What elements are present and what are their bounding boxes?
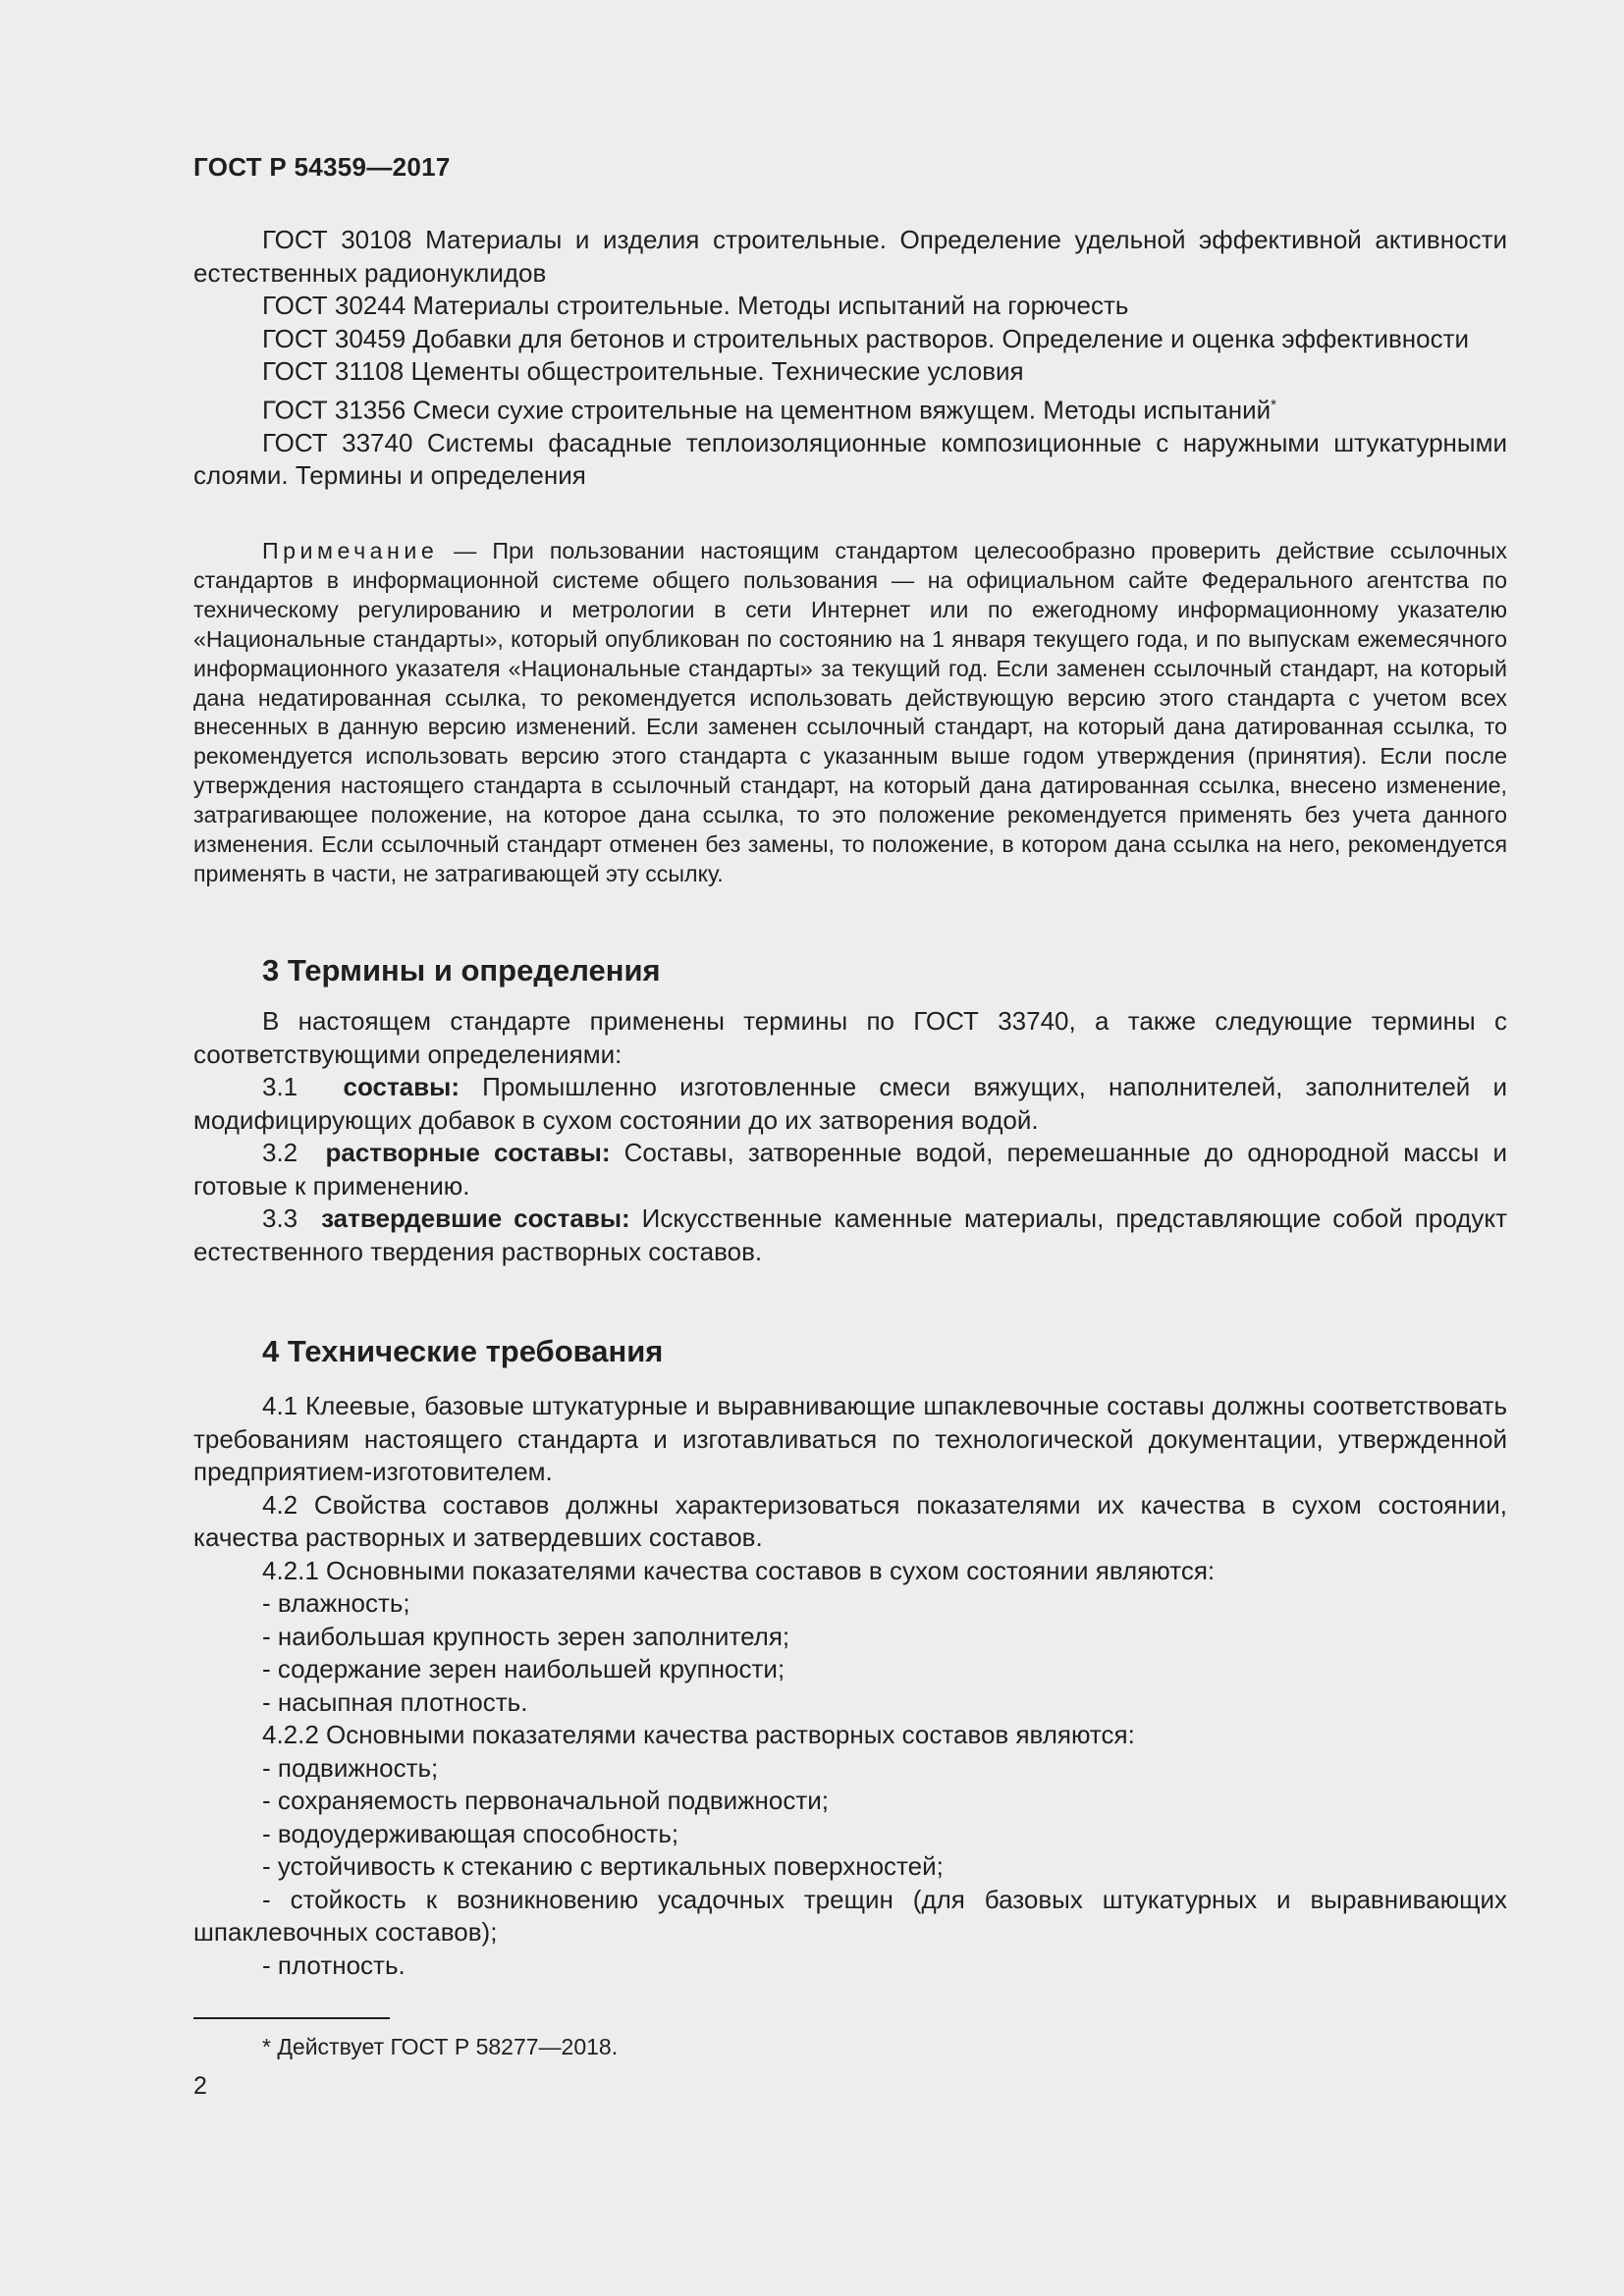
list-item: - наибольшая крупность зерен заполнителя; bbox=[262, 1621, 790, 1651]
reference-item bbox=[193, 389, 1507, 427]
list-item: - влажность; bbox=[262, 1588, 410, 1618]
term-text: Искусственные каменные материалы, представляющие собой продукт естественного твердения растворных составов. bbox=[193, 1203, 1507, 1266]
term-name: затвердевшие составы: bbox=[321, 1203, 630, 1233]
term-name: составы: bbox=[343, 1072, 460, 1101]
term-number: 3.1 bbox=[262, 1072, 298, 1101]
term-number: 3.2 bbox=[262, 1138, 298, 1167]
clause-4-1: 4.1 Клеевые, базовые штукатурные и выравнивающие шпаклевочные составы должны соответствовать требованиям настоящего стандарта и изготавливаться по технологической документации, утвержденной предприятием-изготовителем. bbox=[193, 1391, 1507, 1486]
term-text: Промышленно изготовленные смеси вяжущих, наполнителей, заполнителей и модифицирующих добавок в сухом состоянии до их затворения водой. bbox=[193, 1072, 1507, 1135]
reference-item: ГОСТ 31108 Цементы общестроительные. Технические условия bbox=[262, 356, 1024, 386]
note-label: Примечание bbox=[262, 538, 439, 563]
list-item: - плотность. bbox=[262, 1949, 406, 1980]
term-definition bbox=[193, 1071, 1507, 1137]
clause-4-2-2: 4.2.2 Основными показателями качества растворных составов являются: bbox=[262, 1720, 1135, 1749]
section-3-body bbox=[193, 1005, 1507, 1268]
section-4-heading: 4 Технические требования bbox=[262, 1334, 664, 1368]
clause-4-2-1: 4.2.1 Основными показателями качества составов в сухом состоянии являются: bbox=[262, 1555, 1216, 1585]
term-definition bbox=[193, 1202, 1507, 1268]
list-item: - стойкость к возникновению усадочных трещин (для базовых штукатурных и выравнивающих шпаклевочных составов); bbox=[193, 1884, 1507, 1947]
reference-item: ГОСТ 30244 Материалы строительные. Методы испытаний на горючесть bbox=[262, 291, 1129, 320]
document-header: ГОСТ Р 54359—2017 bbox=[193, 152, 451, 182]
term-name: растворные составы: bbox=[325, 1138, 611, 1167]
term-definition bbox=[193, 1137, 1507, 1202]
reference-item: ГОСТ 33740 Системы фасадные теплоизоляционные композиционные с наружными штукатурными слоями. Термины и определения bbox=[193, 427, 1507, 491]
normative-references bbox=[193, 224, 1507, 493]
list-item: - водоудерживающая способность; bbox=[262, 1818, 679, 1848]
section-3-heading: 3 Термины и определения bbox=[262, 953, 661, 988]
reference-item: ГОСТ 30459 Добавки для бетонов и строительных растворов. Определение и оценка эффективности bbox=[262, 323, 1470, 353]
footnote-marker[interactable]: * bbox=[1271, 396, 1276, 413]
note-paragraph bbox=[193, 537, 1507, 889]
section-4-body bbox=[193, 1390, 1507, 1982]
note-text: — При пользовании настоящим стандартом целесообразно проверить действие ссылочных стандартов в информационной системе общего пользования — на официальном сайте Федерального агентства по техническому регулированию и метрологии в сети Интернет или по ежегодному информационному указателю «Национальные стандарты», который опубликован по состоянию на 1 января текущего года, и по выпускам ежемесячного информационного указателя «Национальные стандарты» за текущий год. Если заменен ссылочный стандарт, на который дана недатированная ссылка, то рекомендуется использовать действующую версию этого стандарта с учетом всех внесенных в данную версию изменений. Если заменен ссылочный стандарт, на который дана датированная ссылка, то рекомендуется использовать версию этого стандарта с указанным выше годом утверждения (принятия). Если после утверждения настоящего стандарта в ссылочный стандарт, на который дана датированная ссылка, внесено изменение, затрагивающее положение, на которое дана ссылка, то это положение рекомендуется применять без учета данного изменения. Если ссылочный стандарт отменен без замены, то положение, в котором дана ссылка на него, рекомендуется применять в части, не затрагивающей эту ссылку. bbox=[193, 538, 1507, 886]
reference-text: ГОСТ 31356 Смеси сухие строительные на цементном вяжущем. Методы испытаний bbox=[262, 395, 1272, 425]
reference-item: ГОСТ 30108 Материалы и изделия строительные. Определение удельной эффективной активности естественных радионуклидов bbox=[193, 225, 1507, 288]
list-item: - насыпная плотность. bbox=[262, 1686, 528, 1717]
page-number: 2 bbox=[193, 2072, 207, 2100]
term-number: 3.3 bbox=[262, 1203, 298, 1233]
clause-4-2: 4.2 Свойства составов должны характеризоваться показателями их качества в сухом состоянии, качества растворных и затвердевших составов. bbox=[193, 1489, 1507, 1552]
footnote: * Действует ГОСТ Р 58277—2018. bbox=[262, 2034, 619, 2059]
term-text: Составы, затворенные водой, перемешанные до однородной массы и готовые к применению. bbox=[193, 1138, 1508, 1201]
list-item: - сохраняемость первоначальной подвижности; bbox=[262, 1786, 830, 1815]
section-3-intro: В настоящем стандарте применены термины по ГОСТ 33740, а также следующие термины с соответствующими определениями: bbox=[193, 1006, 1507, 1069]
footnote-divider bbox=[193, 2017, 390, 2019]
list-item: - устойчивость к стеканию с вертикальных поверхностей; bbox=[262, 1851, 944, 1881]
list-item: - содержание зерен наибольшей крупности; bbox=[262, 1654, 785, 1683]
list-item: - подвижность; bbox=[262, 1752, 439, 1783]
